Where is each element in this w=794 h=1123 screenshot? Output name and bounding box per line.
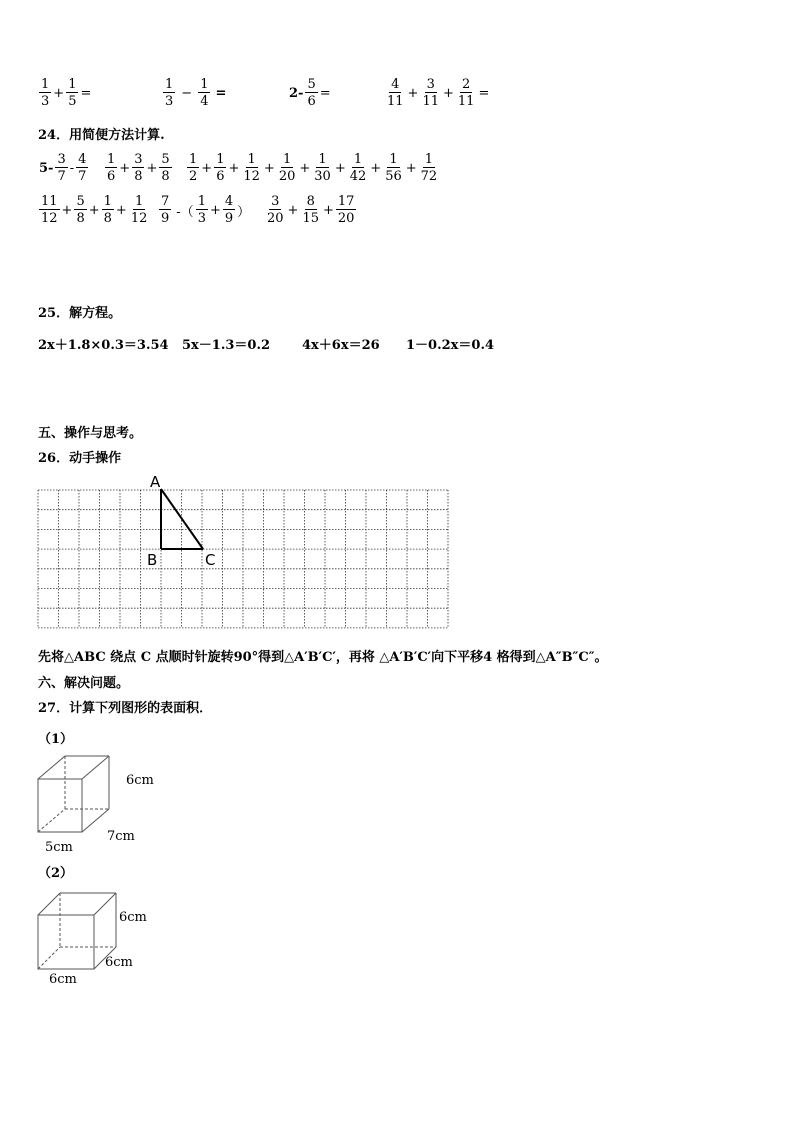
fraction: $\frac{1}{5}$ <box>68 77 77 109</box>
fraction: $\frac{1}{8}$ <box>103 194 112 226</box>
question-25-title: 25．解方程。 <box>38 306 122 321</box>
fraction: $\frac{1}{6}$ <box>216 152 225 184</box>
fraction: $\frac{4}{9}$ <box>224 194 234 226</box>
section-5-title: 五、操作与思考。 <box>38 426 143 441</box>
point-a-label: A <box>150 473 161 491</box>
figure-1-depth-label: 7cm <box>107 829 135 844</box>
expr-row1-3: 2- $\frac{5}{6}$ = <box>289 77 331 109</box>
figure-2-height-label: 6cm <box>119 910 147 925</box>
fraction: $\frac{1}{20}$ <box>278 152 296 184</box>
expr-row1-4: $\frac{4}{11}$ + $\frac{3}{11}$ + $\frac{2}{11}$ = <box>387 77 490 109</box>
question-26-instruction: 先将△ABC 绕点 C 点顺时针旋转90°得到△A′B′C′，再将 △A′B′C′向下平移4 格得到△A″B″C″。 <box>38 650 608 665</box>
fraction: $\frac{11}{12}$ <box>41 194 58 226</box>
figure-2-width-label: 6cm <box>49 972 77 987</box>
equation-3: 4x＋6x＝26 <box>302 338 380 353</box>
section-6-title: 六、解决问题。 <box>38 676 130 691</box>
expr-row1-2: $\frac{1}{3}$ − $\frac{1}{4}$ = <box>165 77 227 109</box>
fraction: $\frac{1}{56}$ <box>385 152 402 184</box>
fraction: $\frac{7}{9}$ <box>161 194 170 226</box>
fraction: $\frac{3}{7}$ <box>57 152 66 184</box>
fraction: $\frac{1}{2}$ <box>189 152 198 184</box>
question-24-title: 24．用简便方法计算. <box>38 128 165 143</box>
expr-24-2: $\frac{1}{6}$ + $\frac{3}{8}$ + $\frac{5}{8}$ <box>107 152 170 184</box>
point-b-label: B <box>147 551 158 569</box>
equation-1: 2x＋1.8×0.3＝3.54 <box>38 338 169 353</box>
fraction: $\frac{5}{8}$ <box>161 152 170 184</box>
figure-2-label: （2） <box>38 866 74 881</box>
fraction: $\frac{1}{12}$ <box>130 194 148 226</box>
fraction: $\frac{1}{30}$ <box>314 152 331 184</box>
fraction: $\frac{3}{8}$ <box>134 152 143 184</box>
expr-24-5: $\frac{7}{9}$ -（ $\frac{1}{3}$ + $\frac{4}{9}$ ） <box>161 194 251 226</box>
question-27-title: 27．计算下列图形的表面积． <box>38 701 213 716</box>
expr-24-4: $\frac{11}{12}$ + $\frac{5}{8}$ + $\frac{1}{8}$ + $\frac{1}{12}$ <box>41 194 148 226</box>
figure-1-height-label: 6cm <box>126 773 154 788</box>
fraction: $\frac{5}{6}$ <box>307 77 316 109</box>
equation-2: 5x－1.3＝0.2 <box>182 338 271 353</box>
fraction: $\frac{1}{72}$ <box>420 152 438 184</box>
question-26-title: 26．动手操作 <box>38 451 122 466</box>
fraction: $\frac{1}{12}$ <box>243 152 260 184</box>
figure-1-width-label: 5cm <box>45 840 73 855</box>
fraction: $\frac{1}{6}$ <box>107 152 116 184</box>
expr-24-3: $\frac{1}{2}$ + $\frac{1}{6}$ + $\frac{1}{12}$ + $\frac{1}{20}$ + $\frac{1}{30}$ + $\frac{1}{42}$ + $\frac{1}{56}$ + $\frac{1}{72}$ <box>189 152 438 184</box>
expr-24-1: 5- $\frac{3}{7}$ - $\frac{4}{7}$ <box>39 152 87 184</box>
equation-4: 1－0.2x＝0.4 <box>406 338 495 353</box>
expr-row1-1: $\frac{1}{3}$ + $\frac{1}{5}$ = <box>41 77 92 109</box>
fraction: $\frac{3}{20}$ <box>267 194 284 226</box>
fraction: $\frac{4}{7}$ <box>78 152 87 184</box>
fraction: $\frac{3}{11}$ <box>422 77 439 109</box>
figure-2-depth-label: 6cm <box>105 955 133 970</box>
fraction: $\frac{1}{3}$ <box>197 194 206 226</box>
figure-1-label: （1） <box>38 732 74 747</box>
point-c-label: C <box>205 551 216 569</box>
fraction: $\frac{1}{4}$ <box>200 77 209 109</box>
fraction: $\frac{17}{20}$ <box>337 194 355 226</box>
fraction: $\frac{1}{42}$ <box>349 152 367 184</box>
fraction: $\frac{1}{3}$ <box>41 77 50 109</box>
expr-24-6: $\frac{3}{20}$ + $\frac{8}{15}$ + $\frac{17}{20}$ <box>267 194 355 226</box>
fraction: $\frac{1}{3}$ <box>165 77 174 109</box>
fraction: $\frac{5}{8}$ <box>76 194 85 226</box>
fraction: $\frac{2}{11}$ <box>457 77 475 109</box>
fraction: $\frac{8}{15}$ <box>302 194 319 226</box>
fraction: $\frac{4}{11}$ <box>387 77 404 109</box>
